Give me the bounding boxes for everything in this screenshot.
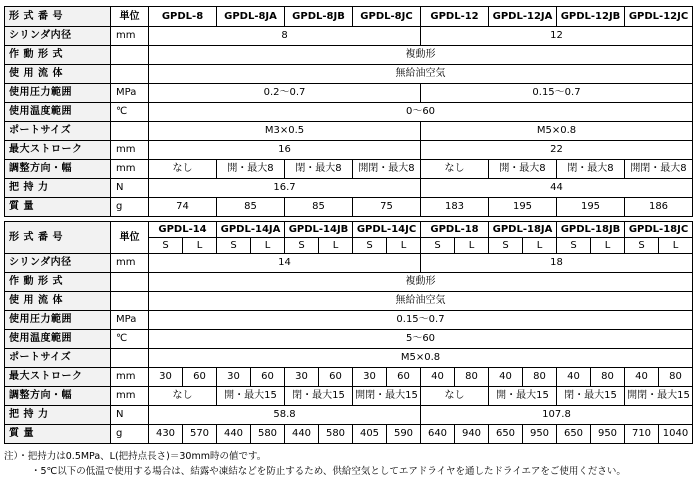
stroke-type-l: L [591, 238, 625, 254]
stroke-type-s: S [217, 238, 251, 254]
value-cell: 0.2～0.7 [149, 84, 421, 103]
model-name: GPDL-8JB [285, 7, 353, 27]
value-cell: 1040 [659, 425, 693, 444]
value-cell: 複動形 [149, 273, 693, 292]
stroke-type-l: L [251, 238, 285, 254]
value-cell: 580 [251, 425, 285, 444]
value-cell: 186 [625, 198, 693, 217]
value-cell: 開閉・最大15 [625, 387, 693, 406]
value-cell: 開・最大15 [489, 387, 557, 406]
value-cell: 80 [659, 368, 693, 387]
force-row [5, 406, 693, 425]
value-cell: 940 [455, 425, 489, 444]
model-name: GPDL-14JB [285, 222, 353, 238]
unit-cell: MPa [111, 84, 149, 103]
value-cell: 閉・最大15 [285, 387, 353, 406]
stroke-type-s: S [285, 238, 319, 254]
row-label: 作 動 形 式 [5, 273, 111, 292]
value-cell: 440 [217, 425, 251, 444]
row-label: 使用圧力範囲 [5, 84, 111, 103]
row-label: 使用圧力範囲 [5, 311, 111, 330]
value-cell: 650 [489, 425, 523, 444]
adjust-row [5, 387, 693, 406]
model-name: GPDL-8JA [217, 7, 285, 27]
value-cell: 950 [591, 425, 625, 444]
value-cell: 開閉・最大8 [353, 160, 421, 179]
row-label: 作 動 形 式 [5, 46, 111, 65]
port-row [5, 349, 693, 368]
stroke-type-l: L [319, 238, 353, 254]
row-label: 質 量 [5, 425, 111, 444]
stroke-row [5, 141, 693, 160]
value-cell: 183 [421, 198, 489, 217]
value-cell: M5×0.8 [421, 122, 693, 141]
value-cell: 開・最大15 [217, 387, 285, 406]
unit-cell: g [111, 425, 149, 444]
value-cell: 閉・最大15 [557, 387, 625, 406]
value-cell: 580 [319, 425, 353, 444]
unit-cell: mm [111, 254, 149, 273]
unit-cell: g [111, 198, 149, 217]
footnotes [4, 449, 626, 479]
value-cell: 44 [421, 179, 693, 198]
value-cell: 950 [523, 425, 557, 444]
row-label: 最大ストローク [5, 141, 111, 160]
value-cell: 0～60 [149, 103, 693, 122]
row-label: シリンダ内径 [5, 27, 111, 46]
value-cell: 5～60 [149, 330, 693, 349]
unit-cell: mm [111, 141, 149, 160]
stroke-type-s: S [625, 238, 659, 254]
unit-cell: mm [111, 27, 149, 46]
model-name: GPDL-14JA [217, 222, 285, 238]
model-name: GPDL-12JC [625, 7, 693, 27]
spec-table-gpdl-14-18 [4, 221, 693, 444]
temp-row [5, 103, 693, 122]
value-cell: 開・最大8 [217, 160, 285, 179]
stroke-type-l: L [455, 238, 489, 254]
stroke-type-s: S [557, 238, 591, 254]
value-cell: 440 [285, 425, 319, 444]
value-cell: なし [149, 387, 217, 406]
value-cell: 40 [489, 368, 523, 387]
bore-row [5, 27, 693, 46]
value-cell: 無給油空気 [149, 292, 693, 311]
unit-header: 単位 [111, 7, 149, 27]
unit-cell: N [111, 179, 149, 198]
unit-cell [111, 122, 149, 141]
action-row [5, 273, 693, 292]
model-name: GPDL-18JC [625, 222, 693, 238]
model-name: GPDL-14JC [353, 222, 421, 238]
value-cell: 開閉・最大8 [625, 160, 693, 179]
model-name: GPDL-18 [421, 222, 489, 238]
header-row [5, 222, 693, 238]
model-name: GPDL-18JA [489, 222, 557, 238]
value-cell: 16 [149, 141, 421, 160]
row-label: 調整方向・幅 [5, 387, 111, 406]
stroke-type-l: L [659, 238, 693, 254]
value-cell: 60 [387, 368, 421, 387]
value-cell: 640 [421, 425, 455, 444]
row-label: 最大ストローク [5, 368, 111, 387]
value-cell: なし [421, 160, 489, 179]
stroke-type-s: S [489, 238, 523, 254]
temp-row [5, 330, 693, 349]
row-label: 使 用 流 体 [5, 292, 111, 311]
stroke-type-l: L [387, 238, 421, 254]
value-cell: 開閉・最大15 [353, 387, 421, 406]
model-label: 形 式 番 号 [5, 222, 111, 254]
value-cell: 40 [557, 368, 591, 387]
value-cell: 74 [149, 198, 217, 217]
stroke-type-s: S [353, 238, 387, 254]
value-cell: 85 [285, 198, 353, 217]
stroke-type-l: L [183, 238, 217, 254]
value-cell: 58.8 [149, 406, 421, 425]
pressure-row [5, 311, 693, 330]
value-cell: 8 [149, 27, 421, 46]
value-cell: 閉・最大8 [557, 160, 625, 179]
value-cell: M5×0.8 [149, 349, 693, 368]
value-cell: 650 [557, 425, 591, 444]
unit-cell: mm [111, 368, 149, 387]
value-cell: 0.15～0.7 [421, 84, 693, 103]
value-cell: 複動形 [149, 46, 693, 65]
model-name: GPDL-12 [421, 7, 489, 27]
value-cell: 80 [455, 368, 489, 387]
value-cell: 14 [149, 254, 421, 273]
adjust-row [5, 160, 693, 179]
value-cell: 12 [421, 27, 693, 46]
value-cell: M3×0.5 [149, 122, 421, 141]
row-label: ポートサイズ [5, 349, 111, 368]
footnote-line-1: 注）・把持力は0.5MPa、L(把持点長さ)＝30mm時の値です。 [4, 451, 267, 462]
unit-header: 単位 [111, 222, 149, 254]
unit-cell: mm [111, 160, 149, 179]
value-cell: 195 [489, 198, 557, 217]
value-cell: 40 [625, 368, 659, 387]
value-cell: 30 [353, 368, 387, 387]
value-cell: 22 [421, 141, 693, 160]
unit-cell [111, 46, 149, 65]
unit-cell: ℃ [111, 330, 149, 349]
unit-cell: ℃ [111, 103, 149, 122]
model-name: GPDL-14 [149, 222, 217, 238]
stroke-type-l: L [523, 238, 557, 254]
mass-row [5, 198, 693, 217]
header-row [5, 7, 693, 27]
row-label: ポートサイズ [5, 122, 111, 141]
row-label: 把 持 力 [5, 179, 111, 198]
port-row [5, 122, 693, 141]
value-cell: 無給油空気 [149, 65, 693, 84]
value-cell: 710 [625, 425, 659, 444]
value-cell: 75 [353, 198, 421, 217]
fluid-row [5, 65, 693, 84]
row-label: 使 用 流 体 [5, 65, 111, 84]
value-cell: 30 [149, 368, 183, 387]
value-cell: なし [149, 160, 217, 179]
row-label: 使用温度範囲 [5, 103, 111, 122]
bore-row [5, 254, 693, 273]
value-cell: 30 [285, 368, 319, 387]
spec-table-gpdl-8-12 [4, 6, 693, 217]
mass-row [5, 425, 693, 444]
value-cell: 570 [183, 425, 217, 444]
unit-cell [111, 65, 149, 84]
force-row [5, 179, 693, 198]
value-cell: 30 [217, 368, 251, 387]
unit-cell [111, 273, 149, 292]
model-name: GPDL-8JC [353, 7, 421, 27]
unit-cell [111, 349, 149, 368]
value-cell: 80 [523, 368, 557, 387]
row-label: 使用温度範囲 [5, 330, 111, 349]
unit-cell [111, 292, 149, 311]
model-name: GPDL-18JB [557, 222, 625, 238]
model-label: 形 式 番 号 [5, 7, 111, 27]
value-cell: 405 [353, 425, 387, 444]
value-cell: なし [421, 387, 489, 406]
action-row [5, 46, 693, 65]
model-name: GPDL-12JB [557, 7, 625, 27]
row-label: 質 量 [5, 198, 111, 217]
unit-cell: MPa [111, 311, 149, 330]
value-cell: 閉・最大8 [285, 160, 353, 179]
value-cell: 0.15～0.7 [149, 311, 693, 330]
unit-cell: mm [111, 387, 149, 406]
value-cell: 60 [319, 368, 353, 387]
stroke-type-s: S [421, 238, 455, 254]
stroke-type-s: S [149, 238, 183, 254]
value-cell: 開・最大8 [489, 160, 557, 179]
model-name: GPDL-12JA [489, 7, 557, 27]
value-cell: 195 [557, 198, 625, 217]
row-label: 把 持 力 [5, 406, 111, 425]
value-cell: 590 [387, 425, 421, 444]
value-cell: 60 [183, 368, 217, 387]
pressure-row [5, 84, 693, 103]
row-label: シリンダ内径 [5, 254, 111, 273]
value-cell: 80 [591, 368, 625, 387]
value-cell: 85 [217, 198, 285, 217]
value-cell: 18 [421, 254, 693, 273]
fluid-row [5, 292, 693, 311]
row-label: 調整方向・幅 [5, 160, 111, 179]
value-cell: 16.7 [149, 179, 421, 198]
value-cell: 430 [149, 425, 183, 444]
model-name: GPDL-8 [149, 7, 217, 27]
value-cell: 60 [251, 368, 285, 387]
value-cell: 40 [421, 368, 455, 387]
footnote-line-2: ・5℃以下の低温で使用する場合は、結露や凍結などを防止するため、供給空気としてエアドライヤを通したドライエアをご使用ください。 [31, 466, 626, 477]
stroke-row [5, 368, 693, 387]
value-cell: 107.8 [421, 406, 693, 425]
unit-cell: N [111, 406, 149, 425]
